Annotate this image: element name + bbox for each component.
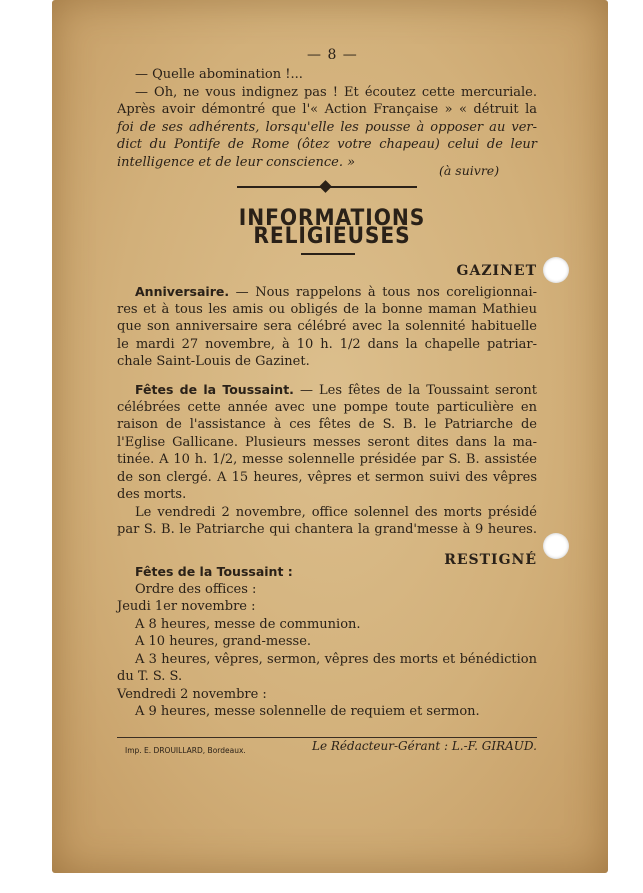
office-line: A 10 heures, grand-messe.: [135, 634, 312, 649]
continuation-text: [117, 66, 537, 171]
office-line: Ordre des offices :: [135, 581, 257, 597]
office-line: du T. S. S.: [117, 669, 183, 684]
continuation-line: Après avoir démontré que l'« Action Française » « détruit la: [117, 102, 537, 117]
continuation-line: foi de ses adhérents, lorsqu'elle les pousse à opposer au ver-: [117, 119, 537, 135]
paragraph-line: de son clergé. A 15 heures, vêpres et sermon suivi des vêpres: [117, 469, 537, 485]
a-suivre: (à suivre): [439, 163, 500, 178]
continuation-line: intelligence et de leur conscience. »: [117, 154, 356, 170]
paragraph-line: des morts.: [117, 487, 187, 502]
office-line: Vendredi 2 novembre :: [117, 686, 267, 702]
paragraph-line: célébrées cette année avec une pompe toute particulière en: [117, 399, 537, 415]
continuation-line: — Oh, ne vous indignez pas ! Et écoutez cette mercuriale.: [135, 84, 537, 100]
continuation-line: — Quelle abomination !...: [135, 67, 303, 82]
office-line: A 8 heures, messe de communion.: [135, 616, 361, 632]
office-line: A 9 heures, messe solennelle de requiem et sermon.: [135, 704, 480, 719]
punch-hole-top: [543, 257, 569, 283]
anniversaire-heading: Anniversaire.: [135, 284, 230, 299]
page-number: — 8 —: [307, 47, 358, 63]
restigne-offices: [117, 563, 537, 721]
title-underline: [301, 253, 355, 255]
editor-credit: Le Rédacteur-Gérant : L.-F. GIRAUD.: [312, 739, 537, 753]
paragraph-line: — Les fêtes de la Toussaint seront: [293, 383, 537, 398]
paragraph-line: raison de l'assistance à ces fêtes de S. B. le Patriarche de: [117, 417, 537, 432]
place-restigne: RESTIGNÉ: [444, 552, 537, 568]
paragraph-line: Le vendredi 2 novembre, office solennel des morts présidé: [135, 504, 537, 520]
printer-credit: Imp. E. DROUILLARD, Bordeaux.: [125, 746, 246, 755]
paragraph-line: que son anniversaire sera célébré avec la solennité habituelle: [117, 319, 537, 334]
paragraph-line: l'Eglise Gallicane. Plusieurs messes seront dites dans la ma-: [117, 434, 537, 450]
paragraph-line: chale Saint-Louis de Gazinet.: [117, 354, 310, 369]
paragraph-line: tinée. A 10 h. 1/2, messe solennelle présidée par S. B. assistée: [117, 452, 537, 467]
office-line: Jeudi 1er novembre :: [117, 599, 256, 614]
ornamental-rule: [237, 186, 417, 188]
place-gazinet: GAZINET: [456, 263, 537, 279]
paragraph-line: par S. B. le Patriarche qui chantera la grand'messe à 9 heures.: [117, 522, 537, 537]
office-line: A 3 heures, vêpres, sermon, vêpres des morts et bénédiction: [135, 651, 537, 667]
paragraph-line: le mardi 27 novembre, à 10 h. 1/2 dans la chapelle patriar-: [117, 336, 537, 352]
restigne-heading: Fêtes de la Toussaint :: [135, 564, 293, 579]
toussaint-heading: Fêtes de la Toussaint.: [135, 382, 294, 397]
section-title: INFORMATIONS RELIGIEUSES: [238, 206, 426, 249]
anniversaire-paragraph: [117, 283, 537, 371]
punch-hole-bottom: [543, 533, 569, 559]
toussaint-gazinet-paragraph: [117, 381, 537, 539]
paragraph-line: res et à tous les amis ou obligés de la bonne maman Mathieu: [117, 301, 537, 317]
paragraph-line: — Nous rappelons à tous nos coreligionnai-: [229, 285, 537, 300]
continuation-line: dict du Pontife de Rome (ôtez votre chapeau) celui de leur: [117, 137, 537, 152]
